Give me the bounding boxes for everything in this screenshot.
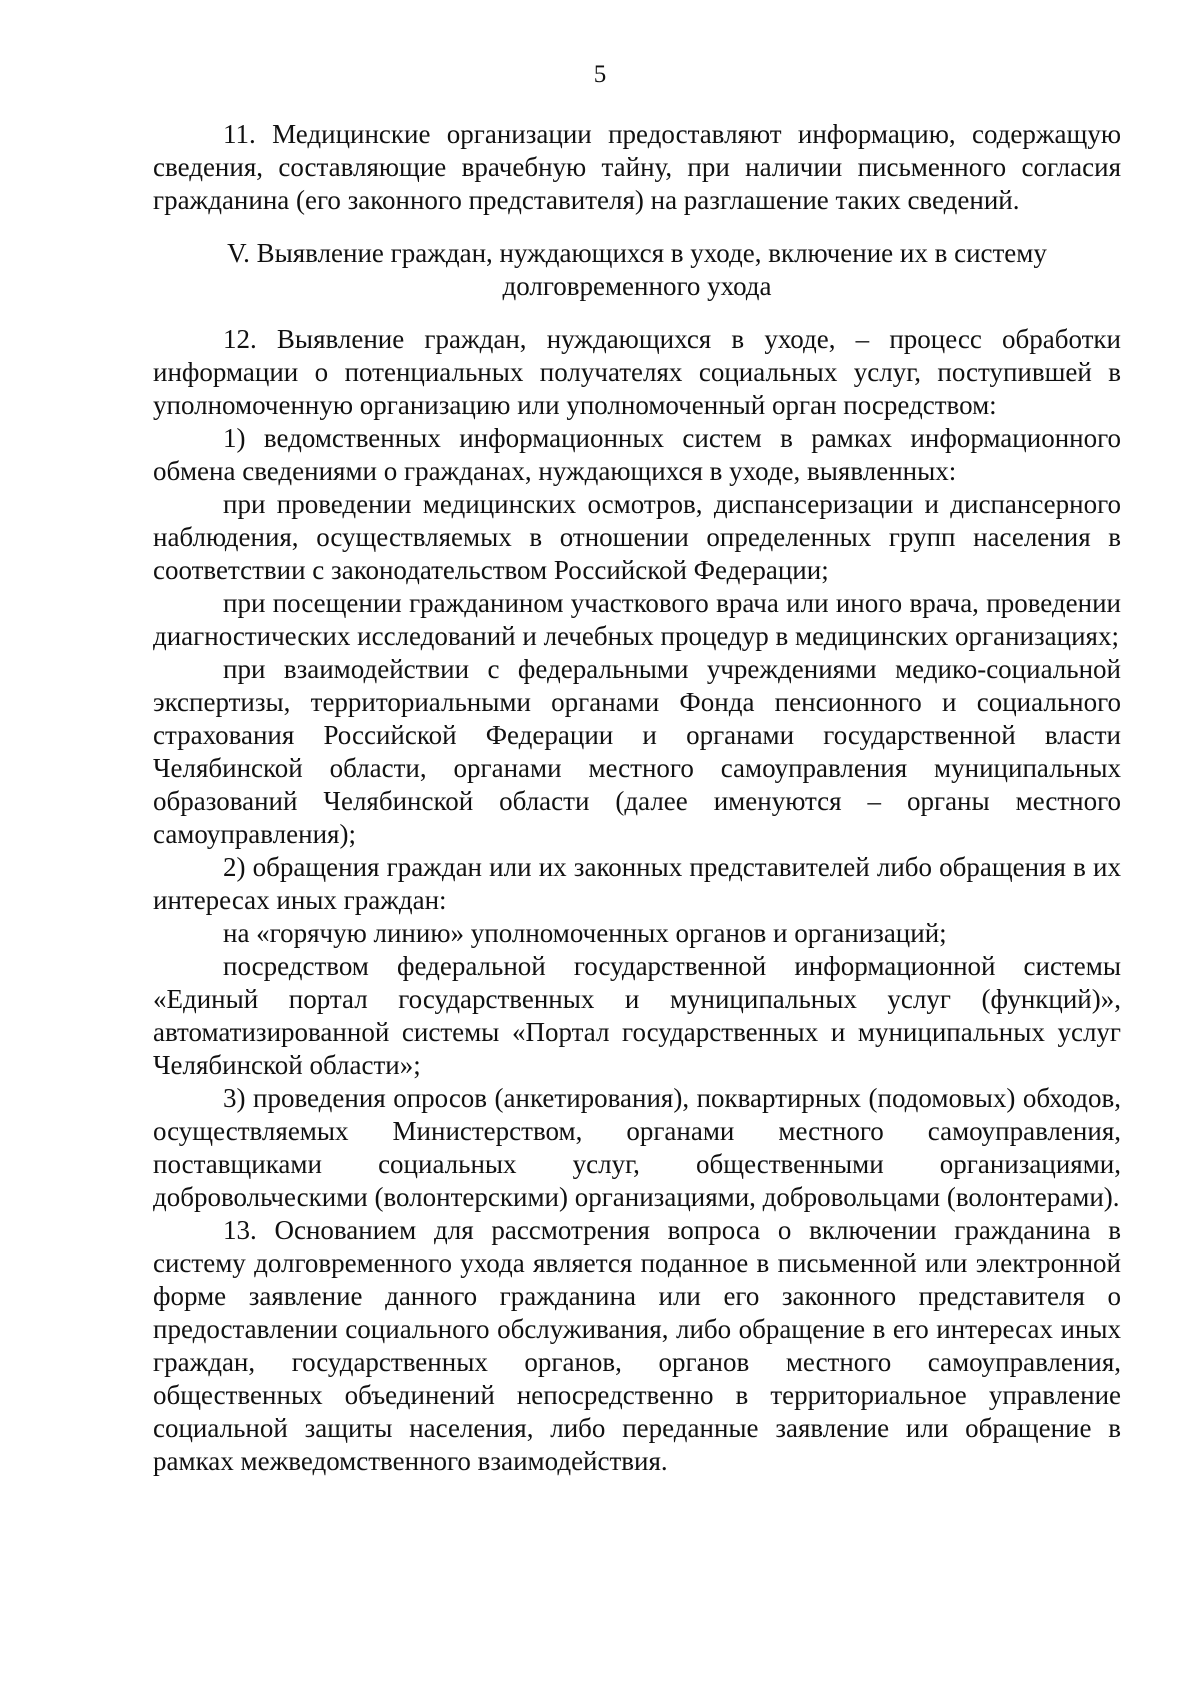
paragraph-11: 11. Медицинские организации предоставляют информацию, содержащую сведения, составляющие врачебную тайну, при наличии письменного согласия гражданина (его законного представителя) на разглашение таких сведений. — [153, 119, 1121, 215]
item-3-surveys: 3) проведения опросов (анкетирования), поквартирных (подомовых) обходов, осуществляемых Министерством, органами местного самоуправления, поставщиками социальных услуг, общественными организациями, добровольческими (волонтерскими) организациями, добровольцами (волонтерами). — [153, 1083, 1121, 1212]
paragraph-13: 13. Основанием для рассмотрения вопроса о включении гражданина в систему долговременного ухода является поданное в письменной или электронной форме заявление данного гражданина или его законного представителя о предоставлении социального обслуживания, либо обращение в его интересах иных граждан, государственных органов, органов местного самоуправления, общественных объединений непосредственно в территориальное управление социальной защиты населения, либо переданные заявление или обращение в рамках межведомственного взаимодействия. — [153, 1215, 1121, 1476]
subitem-hotline: на «горячую линию» уполномоченных органов и организаций; — [223, 918, 947, 948]
page-number: 5 — [593, 61, 607, 88]
subitem-interagency-interaction: при взаимодействии с федеральными учреждениями медико-социальной экспертизы, территориальными органами Фонда пенсионного и социального страхования Российской Федерации и органами государственной власти Челябинской области, органами местного самоуправления муниципальных образований Челябинской области (далее именуются – органы местного самоуправления); — [153, 654, 1121, 849]
document-body — [153, 118, 1121, 1478]
section-heading-line-1: V. Выявление граждан, нуждающихся в уходе, включение их в систему — [227, 238, 1047, 268]
item-1-departmental-systems: 1) ведомственных информационных систем в рамках информационного обмена сведениями о гражданах, нуждающихся в уходе, выявленных: — [153, 423, 1121, 486]
section-heading — [153, 237, 1121, 303]
subitem-doctor-visits: при посещении гражданином участкового врача или иного врача, проведении диагностических исследований и лечебных процедур в медицинских организациях; — [153, 588, 1121, 651]
section-heading-line-2: долговременного ухода — [502, 271, 772, 301]
subitem-public-services-portal: посредством федеральной государственной информационной системы «Единый портал государственных и муниципальных услуг (функций)», автоматизированной системы «Портал государственных и муниципальных услуг Челябинской области»; — [153, 951, 1121, 1080]
subitem-medical-examinations: при проведении медицинских осмотров, диспансеризации и диспансерного наблюдения, осуществляемых в отношении определенных групп населения в соответствии с законодательством Российской Федерации; — [153, 489, 1121, 585]
item-2-citizen-appeals: 2) обращения граждан или их законных представителей либо обращения в их интересах иных граждан: — [153, 852, 1121, 915]
paragraph-12: 12. Выявление граждан, нуждающихся в уходе, – процесс обработки информации о потенциальных получателях социальных услуг, поступившей в уполномоченную организацию или уполномоченный орган посредством: — [153, 324, 1121, 420]
